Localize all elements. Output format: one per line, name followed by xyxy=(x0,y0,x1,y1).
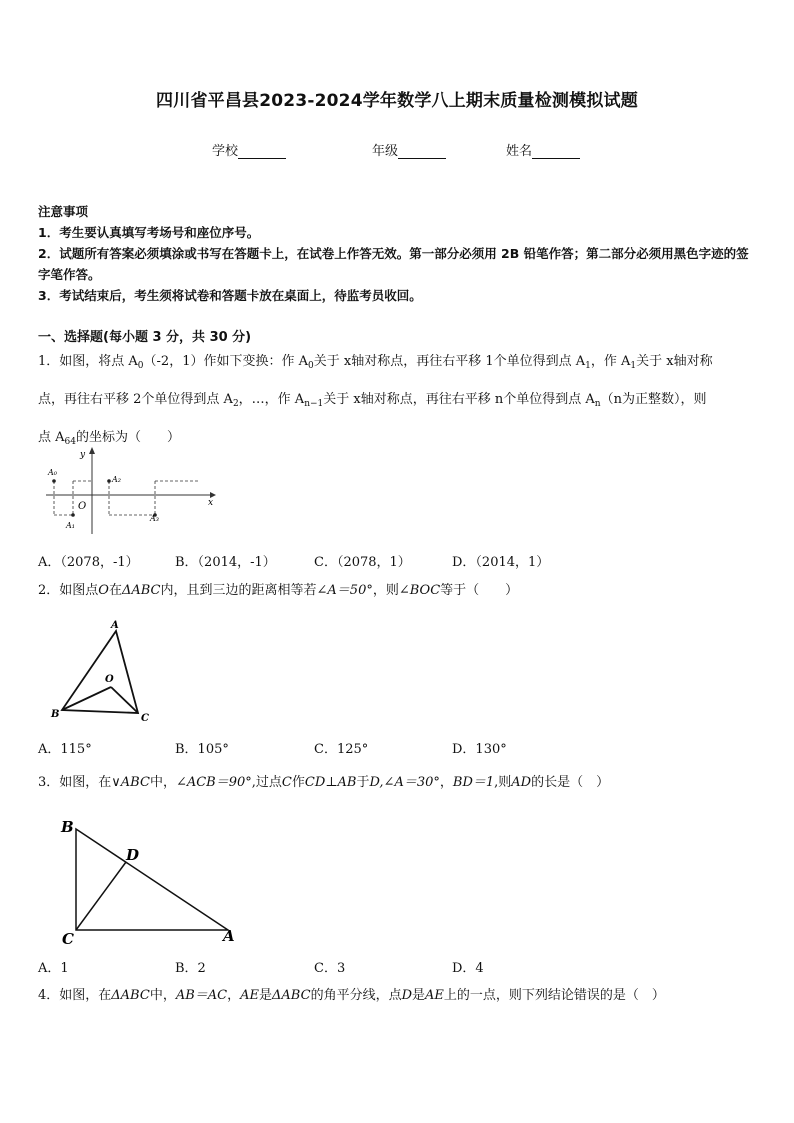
name-blank xyxy=(532,146,580,159)
point-a2 xyxy=(107,479,111,483)
vertex-a-label: A xyxy=(111,620,119,631)
origin-label: O xyxy=(78,501,87,512)
segment-cd xyxy=(76,862,126,930)
triangle-abc xyxy=(76,829,228,930)
triangle-abc xyxy=(62,631,138,713)
notes-block xyxy=(38,201,760,306)
question-2: 2．如图点O在ΔABC内，且到三边的距离相等若∠A＝50°，则∠BOC等于（ ） xyxy=(38,583,519,598)
dashed-guides xyxy=(54,481,200,515)
q3-option-d[interactable]: D．4 xyxy=(452,961,484,976)
notes-item-3: 3．考试结束后，考生须将试卷和答题卡放在桌面上，待监考员收回。 xyxy=(38,288,422,303)
q1-line-3: 点 $A_{64}$的坐标为（ ） xyxy=(38,430,180,447)
point-o-label: O xyxy=(105,674,114,685)
vertex-a-label: A xyxy=(223,927,235,945)
label-a2: A₂ xyxy=(112,475,121,484)
notes-heading: 注意事项 xyxy=(38,204,89,219)
grade-label: 年级 xyxy=(372,144,399,159)
section-heading: 一、选择题(每小题 3 分，共 30 分) xyxy=(38,330,252,345)
question-1 xyxy=(38,345,760,459)
grade-field xyxy=(372,140,446,159)
q1-option-d[interactable]: D．（2014，1） xyxy=(452,555,550,570)
label-a0: A₀ xyxy=(48,468,57,477)
q1-line-1: 1．如图，将点 $A_0(-2$，1）作如下变换：作 $A_0$关于 x轴对称点，再往右平移 1个单位得到点 $A_1$，作 $A_1$关于 x轴对称 xyxy=(38,354,713,371)
notes-item-1: 1．考生要认真填写考场号和座位序号。 xyxy=(38,225,260,240)
q1-option-a[interactable]: A．（2078，-1） xyxy=(38,555,139,570)
q3-figure xyxy=(56,814,242,948)
page-title: 四川省平昌县2023-2024学年数学八上期末质量检测模拟试题 xyxy=(156,91,638,111)
label-a3: A₃ xyxy=(150,514,159,523)
q2-option-c[interactable]: C．125° xyxy=(314,742,369,757)
q3-option-b[interactable]: B．2 xyxy=(175,961,206,976)
point-d-label: D xyxy=(126,846,140,864)
y-axis-arrow xyxy=(89,447,95,454)
school-field xyxy=(212,140,286,159)
question-3: 3．如图，在∨ABC中，∠ACB＝90°,过点C作CD⊥AB于D,∠A＝30°，BD＝1,则AD的长是（ ） xyxy=(38,775,610,790)
point-a1 xyxy=(71,513,75,517)
q2-option-b[interactable]: B．105° xyxy=(175,742,229,757)
question-4: 4．如图，在ΔABC中，AB＝AC，AE是ΔABC的角平分线，点D是AE上的一点，则下列结论错误的是（ ） xyxy=(38,988,665,1003)
q1-figure xyxy=(40,444,220,536)
name-field xyxy=(506,140,580,159)
vertex-b-label: B xyxy=(61,818,74,836)
grade-blank xyxy=(398,146,446,159)
q2-figure xyxy=(46,614,156,726)
y-axis-label: y xyxy=(80,450,86,460)
vertex-b-label: B xyxy=(51,709,60,720)
q1-option-c[interactable]: C．（2078，1） xyxy=(314,555,411,570)
q3-option-a[interactable]: A．1 xyxy=(38,961,69,976)
q1-option-b[interactable]: B．（2014，-1） xyxy=(175,555,276,570)
school-label: 学校 xyxy=(212,144,239,159)
vertex-c-label: C xyxy=(141,713,149,724)
q2-option-d[interactable]: D．130° xyxy=(452,742,507,757)
q3-option-c[interactable]: C．3 xyxy=(314,961,346,976)
x-axis-label: x xyxy=(208,498,214,508)
school-blank xyxy=(238,146,286,159)
q1-line-2: 点，再往右平移 2个单位得到点 $A_2$，…，作 $A_{n-1}$关于 x轴对称点，再往右平移 n个单位得到点 $A_n(n$为正整数），则 xyxy=(38,392,707,409)
name-label: 姓名 xyxy=(506,144,533,159)
notes-item-2: 2．试题所有答案必须填涂或书写在答题卡上，在试卷上作答无效。第一部分必须用 2B 铅笔作答；第二部分必须用黑色字迹的签字笔作答。 xyxy=(38,246,749,282)
vertex-c-label: C xyxy=(62,930,74,948)
point-a0 xyxy=(52,479,56,483)
label-a1: A₁ xyxy=(66,521,75,530)
q2-option-a[interactable]: A．115° xyxy=(38,742,92,757)
